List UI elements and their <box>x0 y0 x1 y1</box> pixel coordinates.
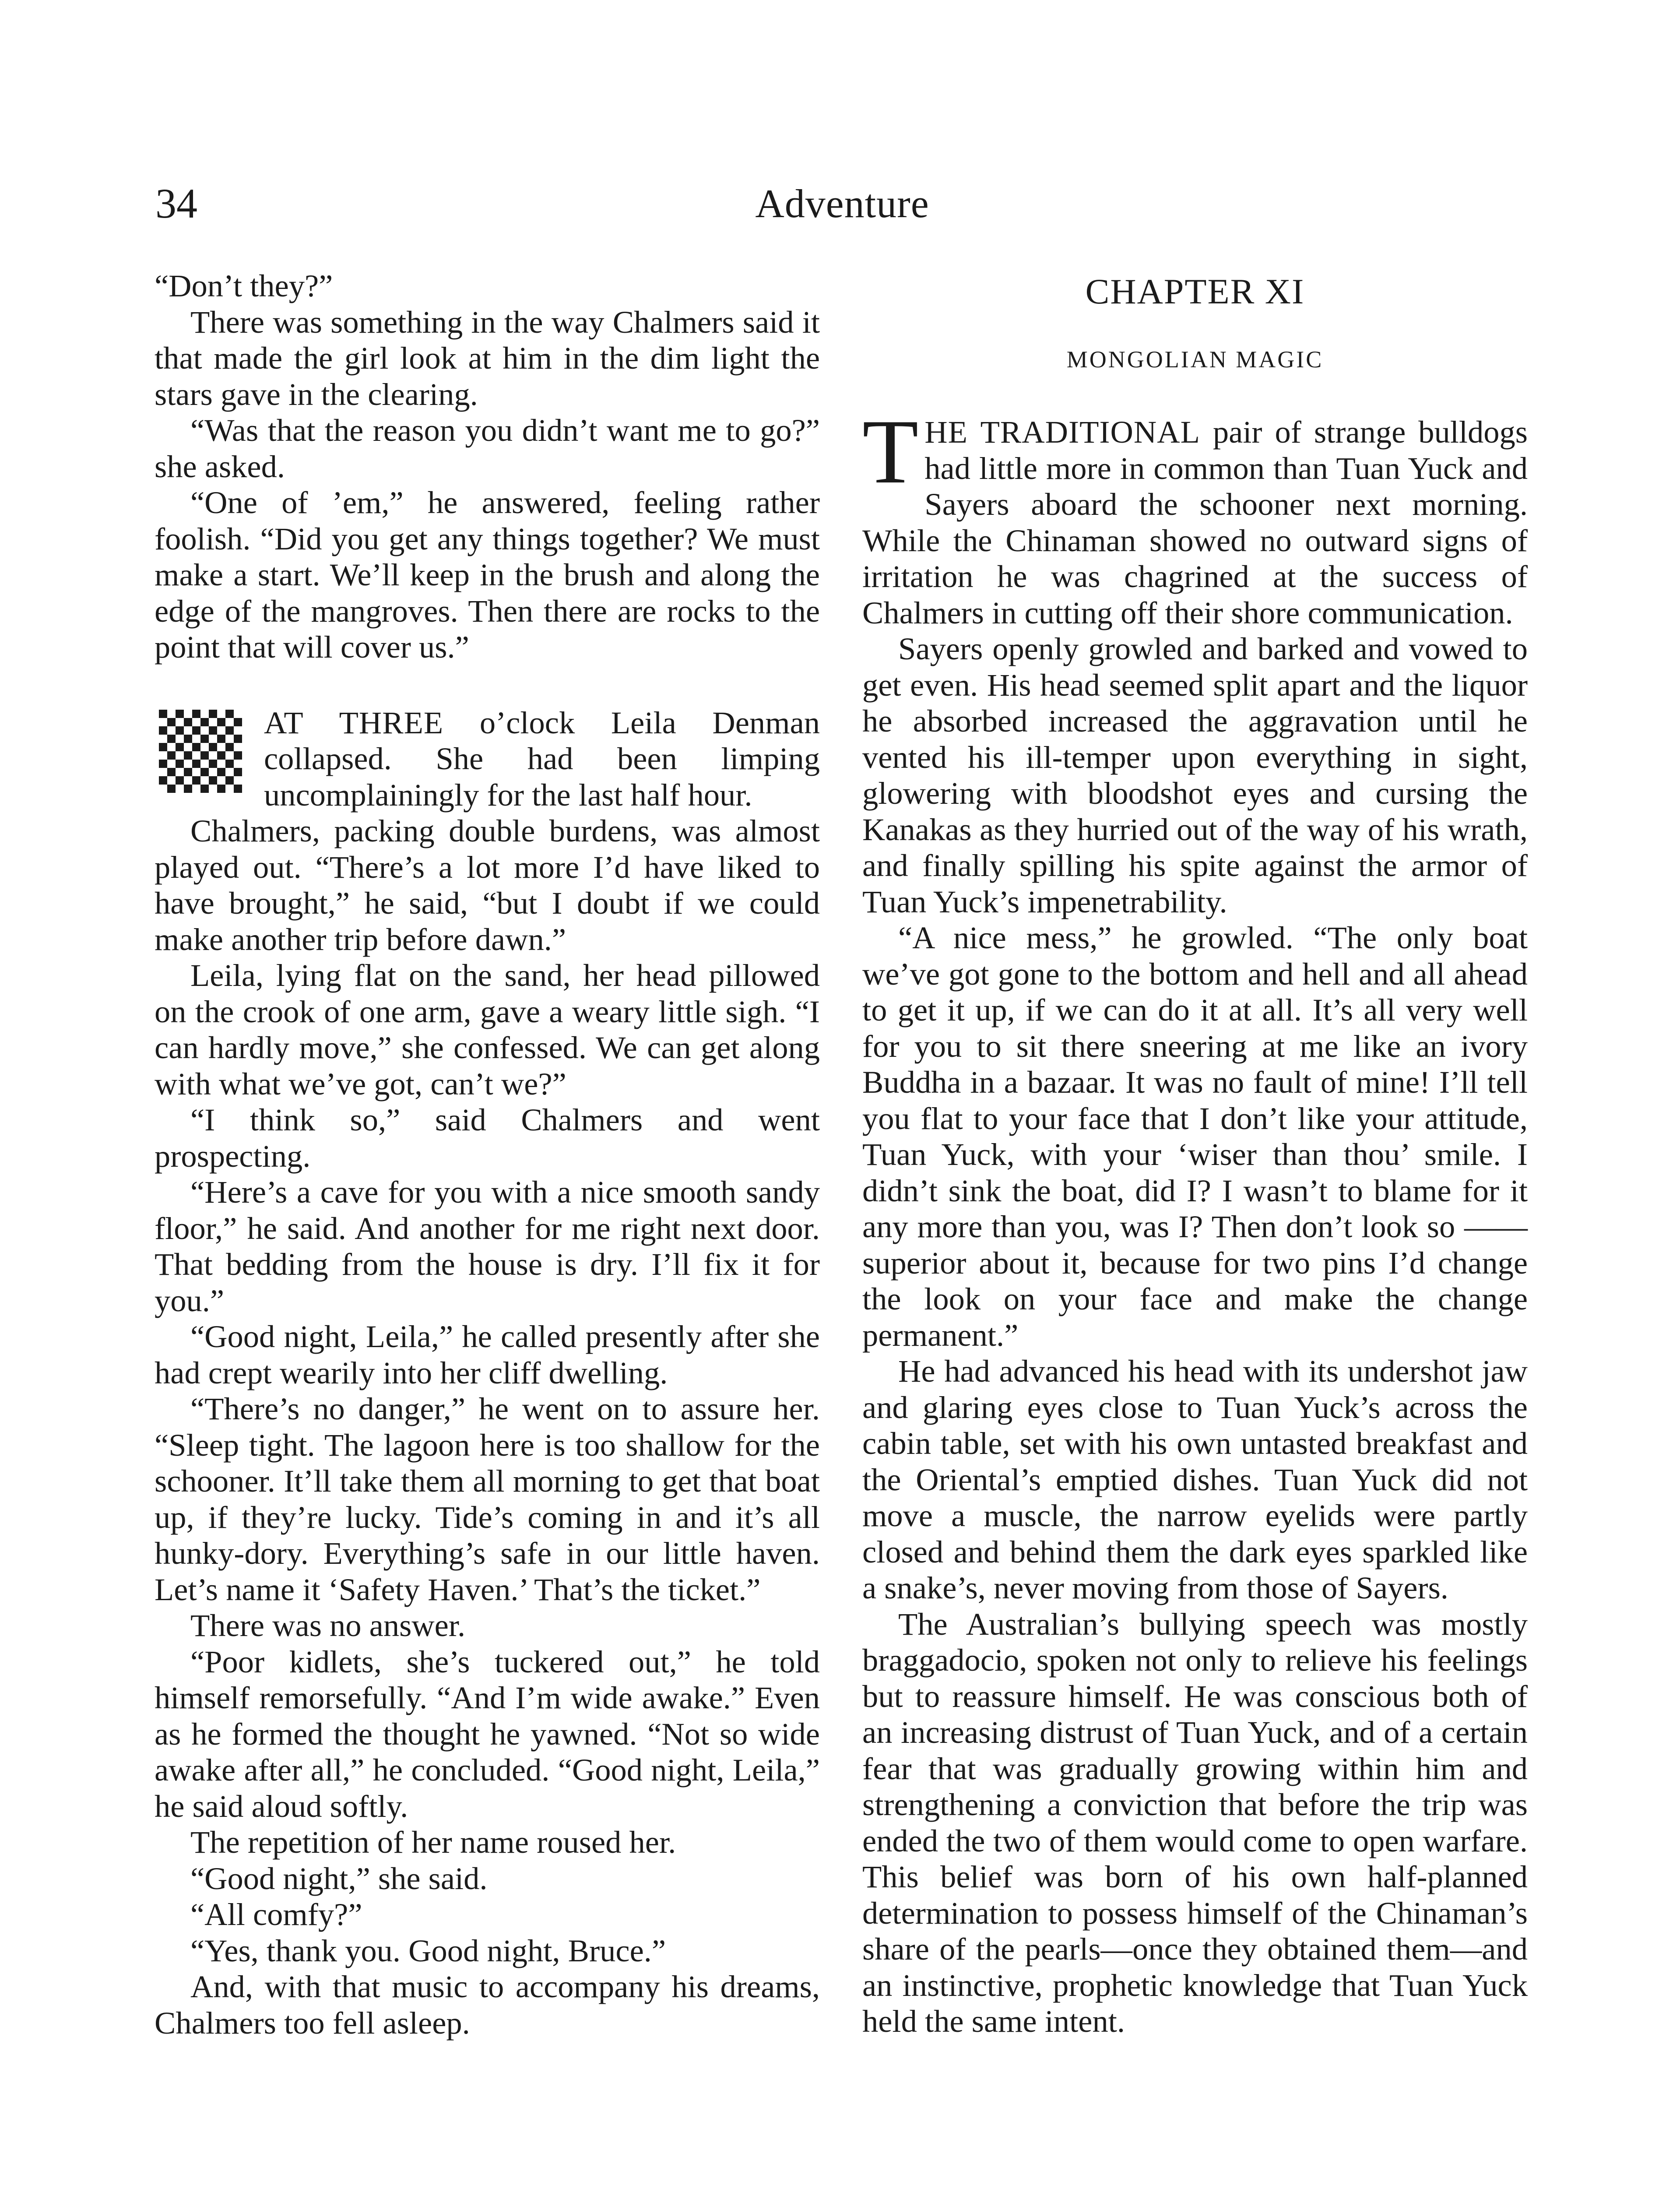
paragraph: “All comfy?” <box>190 1897 362 1932</box>
paragraph: Leila, lying flat on the sand, her head pillowed on the crook of one arm, gave a weary little sigh. “I can hardly move,” she confessed. We can get along with what we’ve got, can’t we?” <box>155 957 820 1102</box>
checkered-ornament-icon <box>155 707 246 795</box>
paragraph: He had advanced his head with its undershot jaw and glaring eyes close to Tuan Yuck’s across the cabin table, set with his own untasted breakfast and the Oriental’s emptied dishes. Tuan Yuck did not move a muscle, the narrow eyelids were partly closed and behind them the dark eyes sparkled like a snake’s, never moving from those of Sayers. <box>862 1353 1528 1605</box>
opening-caps: HE TRADITIONAL <box>924 414 1200 450</box>
drop-cap: T <box>862 401 919 503</box>
paragraph: Chalmers, packing double burdens, was almost played out. “There’s a lot more I’d have liked to have brought,” he said, “but I doubt if we could make another trip before dawn.” <box>155 813 820 957</box>
paragraph: “Good night, Leila,” he called presently after she had crept wearily into her cliff dwelling. <box>155 1319 820 1390</box>
section-lead-text: o’clock Leila Denman collapsed. She had been limping uncomplainingly for the last half hour. <box>264 704 820 813</box>
section-lead-caps: AT THREE <box>264 704 444 740</box>
paragraph: And, with that music to accompany his dreams, Chalmers too fell asleep. <box>155 1969 820 2041</box>
paragraph: “Here’s a cave for you with a nice smooth sandy floor,” he said. And another for me right next door. That bedding from the house is dry. I’ll fix it for you.” <box>155 1174 820 1318</box>
chapter-title: MONGOLIAN MAGIC <box>1066 346 1324 373</box>
left-column <box>155 268 820 2041</box>
section-break <box>155 665 820 705</box>
section-lead-paragraph <box>155 705 820 813</box>
right-column <box>862 268 1528 2040</box>
paragraph: “Good night,” she said. <box>190 1860 488 1896</box>
paragraph: “Poor kidlets, she’s tuckered out,” he told himself remorsefully. “And I’m wide awake.” Even as he formed the thought he yawned. “Not so wide awake after all,” he concluded. “Good night, Leila,” he said aloud softly. <box>155 1644 820 1824</box>
paragraph: There was something in the way Chalmers said it that made the girl look at him in the dim light the stars gave in the clearing. <box>155 304 820 412</box>
paragraph: There was no answer. <box>190 1608 466 1643</box>
paragraph: “A nice mess,” he growled. “The only boat we’ve got gone to the bottom and hell and all ahead to get it up, if we can do it at all. It’s all very well for you to sit there sneering at me like an ivory Buddha in a bazaar. It was no fault of mine! I’ll tell you flat to your face that I don’t like your attitude, Tuan Yuck, with your ‘wiser than thou’ smile. I didn’t sink the boat, did I? I wasn’t to blame for it any more than you, was I? Then don’t look so —— superior about it, because for two pins I’d change the look on your face and make the change permanent.” <box>862 920 1528 1353</box>
paragraph: “One of ’em,” he answered, feeling rather foolish. “Did you get any things together? We must make a start. We’ll keep in the brush and along the edge of the mangroves. Then there are rocks to the point that will cover us.” <box>155 485 820 665</box>
chapter-heading: CHAPTER XI <box>1085 271 1305 311</box>
paragraph: The Australian’s bullying speech was mostly braggadocio, spoken not only to relieve his feelings but to reassure himself. He was conscious both of an increasing distrust of Tuan Yuck, and of a certain fear that was gradually growing within him and strengthening a conviction that before the trip was ended the two of them would come to open warfare. This belief was born of his own half-planned determination to possess himself of the Chinaman’s share of the pearls—once they obtained them—and an instinctive, prophetic knowledge that Tuan Yuck held the same intent. <box>862 1606 1528 2039</box>
page-header <box>155 175 1529 232</box>
paragraph: The repetition of her name roused her. <box>190 1824 676 1860</box>
paragraph: Sayers openly growled and barked and vowed to get even. His head seemed split apart and the liquor he absorbed increased the aggravation until he vented his ill-temper upon everything in sight, glowering with bloodshot eyes and cursing the Kanakas as they hurried out of the way of his wrath, and finally spilling his spite against the armor of Tuan Yuck’s impenetrability. <box>862 631 1528 919</box>
paragraph: “Yes, thank you. Good night, Bruce.” <box>190 1932 666 1968</box>
chapter-opening-paragraph <box>862 401 1528 631</box>
opening-text: pair of strange bulldogs had little more in common than Tuan Yuck and Sayers aboard the schooner next morning. While the Chinaman showed no outward signs of irritation he was chagrined at the success of Chalmers in cutting off their shore communication. <box>862 414 1528 630</box>
paragraph: “Was that the reason you didn’t want me to go?” she asked. <box>155 412 820 484</box>
paragraph: “Don’t they?” <box>155 268 333 303</box>
paragraph: “There’s no danger,” he went on to assure her. “Sleep tight. The lagoon here is too shallow for the schooner. It’ll take them all morning to get that boat up, if they’re lucky. Tide’s coming in and it’s all hunky-dory. Everything’s safe in our little haven. Let’s name it ‘Safety Haven.’ That’s the ticket.” <box>155 1391 820 1607</box>
running-head: Adventure <box>755 181 929 226</box>
paragraph: “I think so,” said Chalmers and went prospecting. <box>155 1102 820 1174</box>
page-number: 34 <box>155 180 197 227</box>
